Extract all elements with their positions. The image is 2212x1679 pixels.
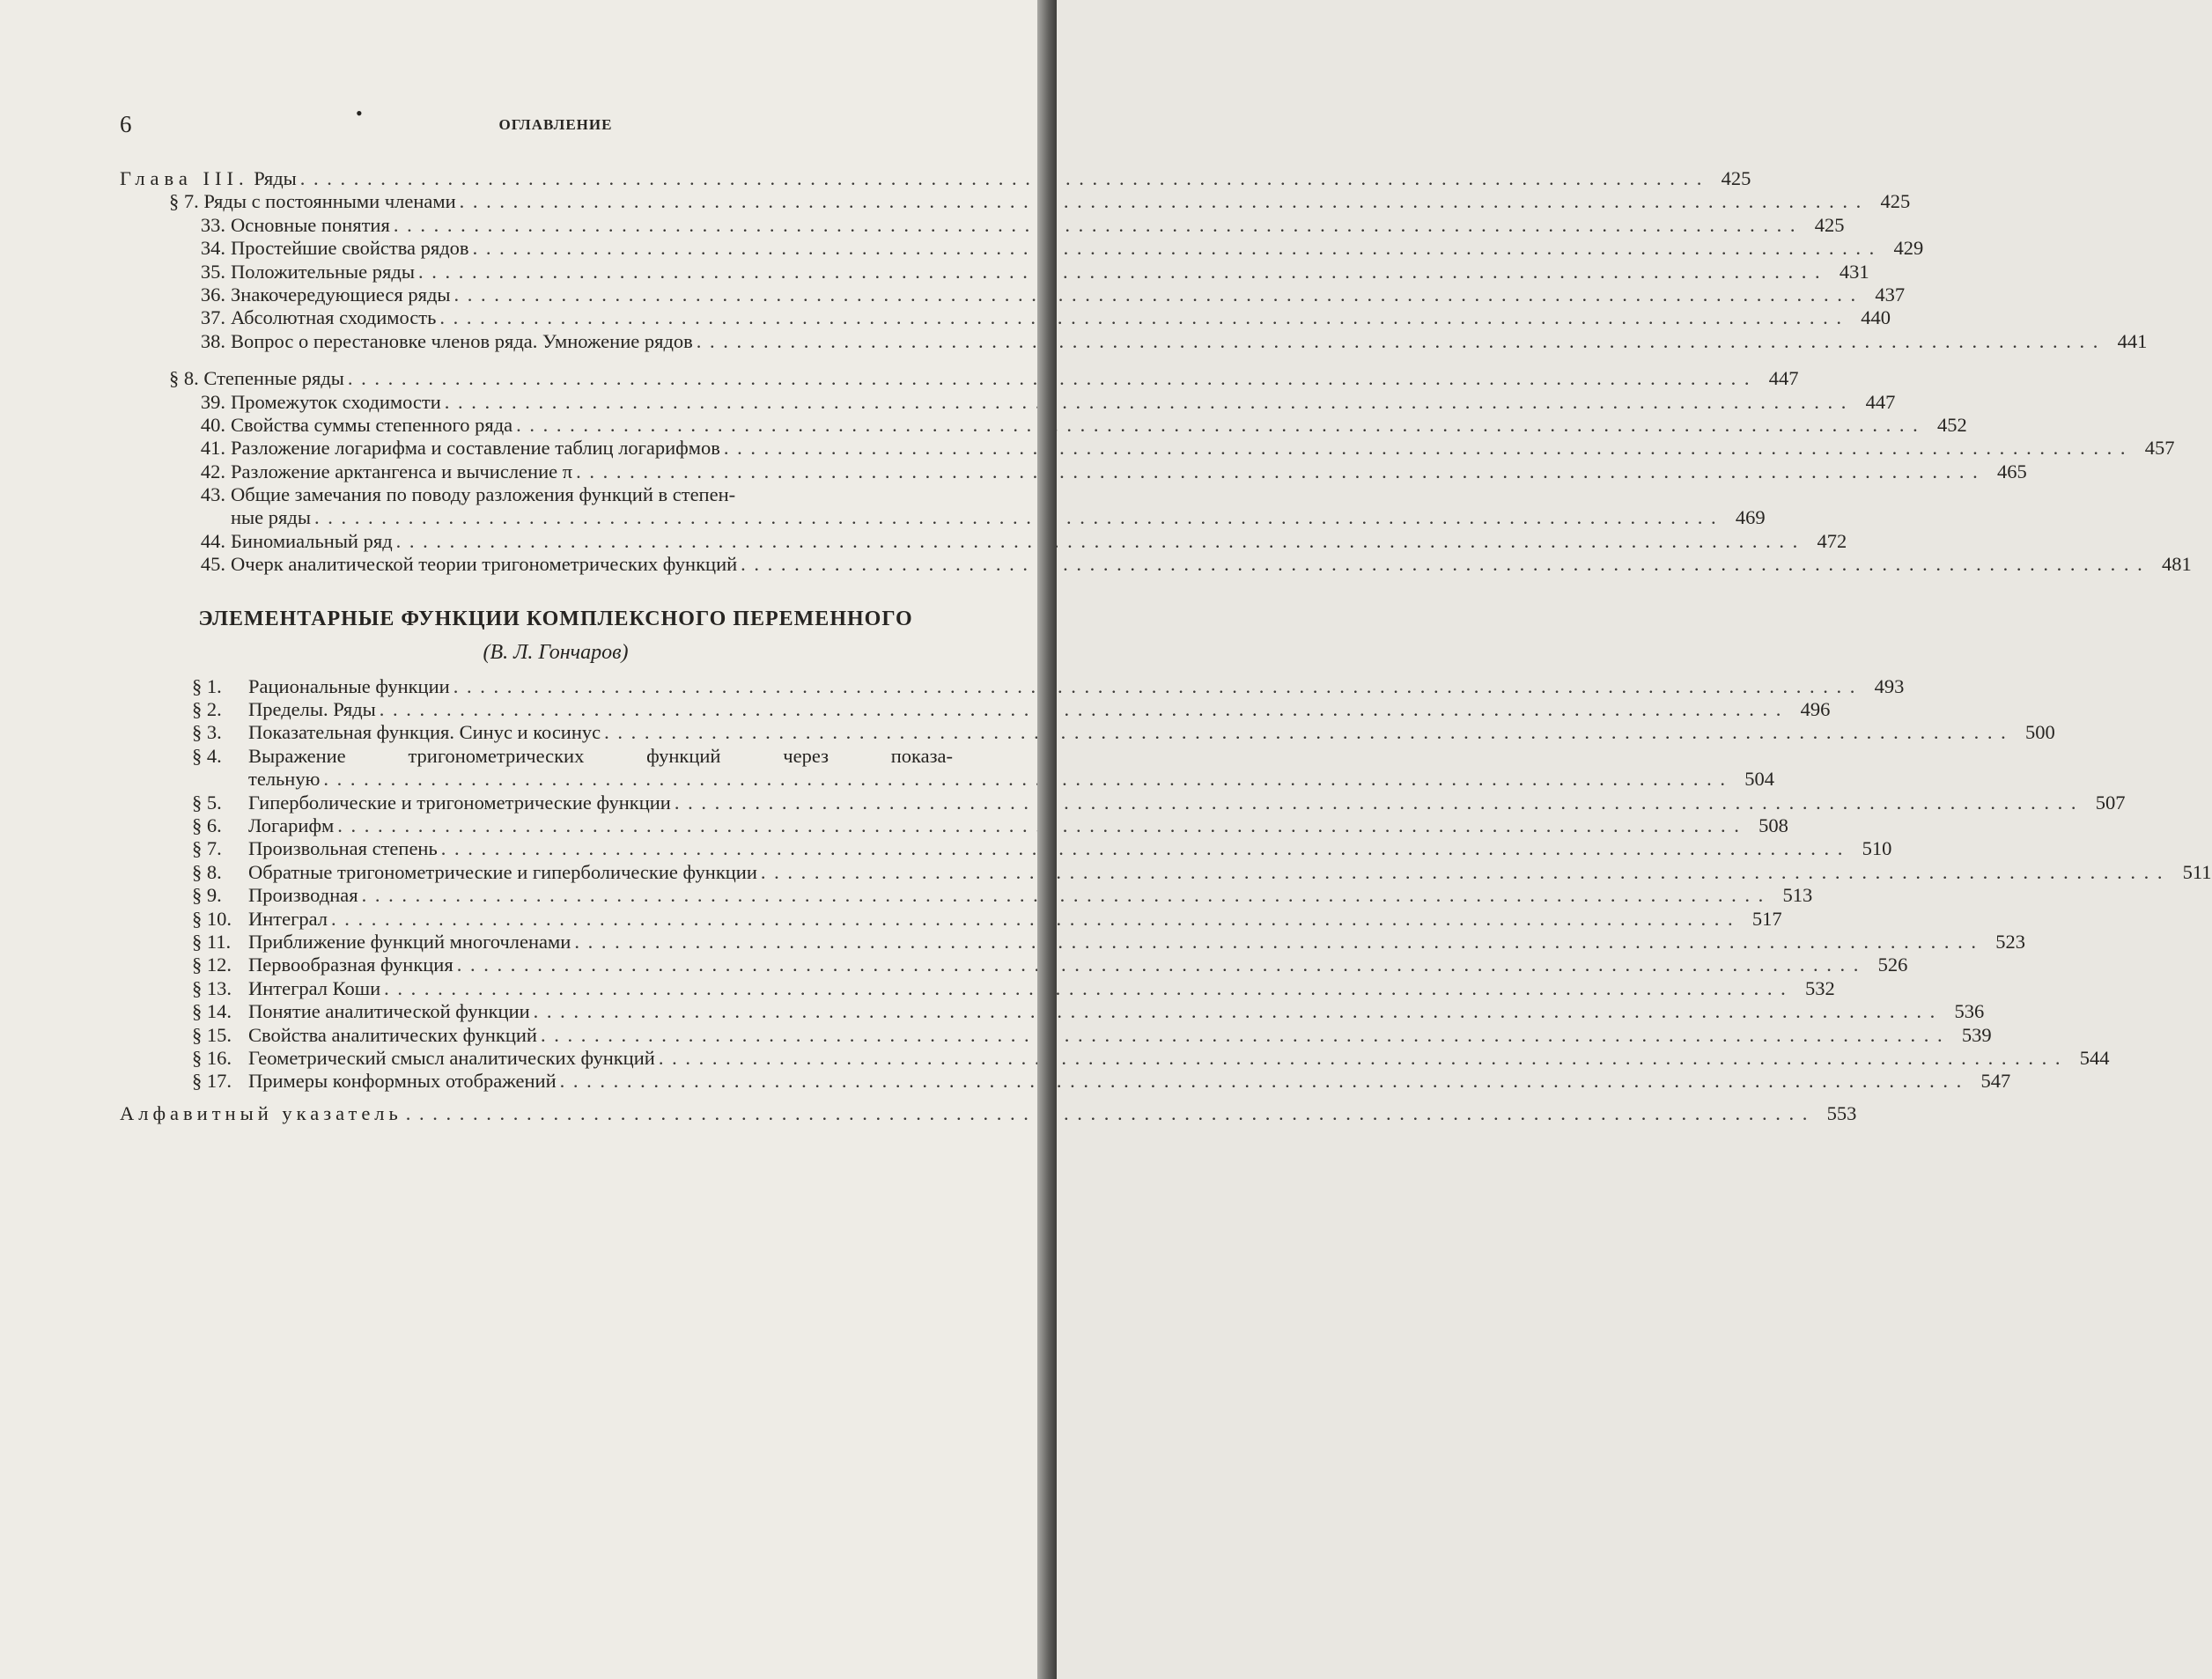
leader-dots — [741, 553, 2144, 576]
section-title: Ряды с постоянными членами — [203, 190, 456, 213]
title-word: Выражение — [248, 744, 346, 767]
item-number: 36. — [200, 283, 225, 306]
page-ref: 481 — [2162, 553, 2192, 576]
leader-dots — [675, 792, 2078, 814]
toc-item — [120, 260, 1869, 284]
item-number: 34. — [200, 237, 225, 260]
toc-item — [120, 306, 1891, 329]
item-number: 45. — [200, 553, 225, 576]
section-label: § 7. — [192, 837, 222, 860]
leader-dots — [396, 530, 1800, 553]
toc-item — [120, 390, 1896, 414]
item-title-line1: Общие замечания по поводу разложения функций в степен- — [231, 483, 736, 506]
item-title: Вопрос о перестановке членов ряда. Умножение рядов — [231, 329, 693, 352]
page-ref: 517 — [1751, 907, 1782, 930]
item-number: 33. — [200, 213, 225, 236]
page-ref: 425 — [1880, 190, 1911, 213]
page-ref: 441 — [2117, 329, 2148, 352]
toc-part-section — [120, 1000, 1985, 1023]
leader-dots — [454, 284, 1858, 306]
part-author: (В. Л. Гончаров) — [483, 640, 629, 664]
section-title: Свойства аналитических функций — [248, 1023, 537, 1046]
page-ref: 429 — [1893, 237, 1924, 260]
item-number: 38. — [200, 329, 225, 352]
page-header — [120, 102, 992, 139]
page-ref: 447 — [1865, 390, 1896, 413]
leader-dots — [362, 884, 1766, 907]
section-title: Логарифм — [248, 814, 335, 836]
title-word: через — [783, 744, 829, 767]
title-word: тригонометрических — [408, 744, 585, 767]
leader-dots — [604, 721, 2008, 744]
toc-part-section — [120, 674, 1905, 698]
item-number: 42. — [200, 460, 225, 482]
section-label: § 16. — [192, 1046, 232, 1069]
leader-dots — [406, 1102, 1810, 1125]
item-title: Простейшие свойства рядов — [231, 237, 469, 260]
leader-dots — [697, 330, 2100, 353]
section-label: § 7. — [169, 190, 199, 213]
toc-item — [120, 213, 1845, 237]
section-title: Примеры конформных отображений — [248, 1070, 557, 1093]
page-ref: 440 — [1861, 306, 1891, 329]
leader-dots — [384, 977, 1788, 1000]
section-title: Степенные ряды — [203, 367, 344, 390]
section-label: § 14. — [192, 1000, 232, 1023]
section-title: Первообразная функция — [248, 954, 453, 976]
section-label: § 8. — [192, 860, 222, 883]
section-title: Интеграл — [248, 907, 328, 930]
item-title-line2: ные ряды — [231, 506, 311, 529]
page-ref: 504 — [1744, 768, 1775, 791]
leader-dots — [541, 1024, 1944, 1047]
toc-part-section — [120, 721, 2055, 744]
item-title: Очерк аналитической теории тригонометрических функций — [231, 553, 738, 576]
item-title: Основные понятия — [231, 213, 390, 236]
leader-dots — [445, 391, 1848, 414]
toc-item — [120, 283, 1906, 306]
leader-dots — [473, 237, 1877, 260]
page-ref: 469 — [1735, 506, 1766, 529]
header-dot: • — [356, 102, 363, 124]
section-label: § 2. — [192, 698, 222, 721]
page-number: 6 — [120, 111, 132, 137]
item-number: 37. — [200, 306, 225, 329]
toc-section-8 — [120, 367, 1799, 390]
section-label: § 6. — [192, 814, 222, 836]
leader-dots — [560, 1070, 1964, 1093]
section-title: Гиперболические и тригонометрические функции — [248, 791, 671, 814]
item-title: Разложение арктангенса и вычисление π — [231, 460, 573, 482]
item-number: 41. — [200, 437, 225, 460]
section-title: Геометрический смысл аналитических функций — [248, 1046, 655, 1069]
toc-part-section — [120, 1070, 2011, 1093]
section-title: Обратные тригонометрические и гиперболические функции — [248, 860, 757, 883]
section-label: § 13. — [192, 976, 232, 999]
page-ref: 507 — [2095, 791, 2126, 814]
section-title: Рациональные функции — [248, 674, 450, 697]
page-ref: 536 — [1954, 1000, 1985, 1023]
chapter-title: Ряды — [254, 167, 297, 189]
leader-dots — [453, 675, 1857, 698]
page-ref: 513 — [1782, 884, 1813, 907]
title-word: показа- — [890, 744, 953, 767]
page-ref: 544 — [2079, 1046, 2110, 1069]
page-ref: 472 — [1817, 529, 1847, 552]
section-label: § 10. — [192, 907, 232, 930]
section-title: Произвольная степень — [248, 837, 438, 860]
toc-part-section — [120, 791, 2126, 814]
section-title: Пределы. Ряды — [248, 698, 376, 721]
page-ref: 457 — [2144, 437, 2175, 460]
page-ref: 500 — [2025, 721, 2055, 744]
item-number: 39. — [200, 390, 225, 413]
section-title: Показательная функция. Синус и косинус — [248, 721, 601, 744]
page-ref: 511 — [2182, 860, 2212, 883]
item-title: Свойства суммы степенного ряда — [231, 413, 513, 436]
leader-dots — [323, 768, 1727, 791]
toc-part-section — [120, 907, 1782, 931]
toc-part-section-continuation — [120, 768, 1775, 791]
leader-dots — [724, 437, 2127, 460]
page-ref: 425 — [1721, 167, 1751, 189]
page-ref: 510 — [1862, 837, 1892, 860]
page-ref: 447 — [1768, 367, 1799, 390]
page-ref: 523 — [1995, 930, 2025, 953]
page-ref: 508 — [1759, 814, 1788, 836]
leader-dots — [516, 414, 1920, 437]
section-title: Интеграл Коши — [248, 976, 381, 999]
leader-dots — [439, 306, 1843, 329]
leader-dots — [761, 861, 2164, 884]
section-label: § 12. — [192, 954, 232, 976]
section-label: § 4. — [192, 744, 222, 767]
section-label: § 15. — [192, 1023, 232, 1046]
page-ref: 496 — [1800, 698, 1831, 721]
toc-section-7 — [120, 190, 1911, 213]
section-title: Понятие аналитической функции — [248, 1000, 530, 1023]
section-label: § 5. — [192, 791, 222, 814]
section-title-line2: тельную — [248, 768, 321, 791]
toc-item — [120, 437, 2175, 460]
toc-item-wrapped — [120, 483, 992, 506]
leader-dots — [457, 954, 1861, 976]
leader-dots — [460, 190, 1863, 213]
toc-item — [120, 553, 2192, 576]
toc-part-section — [120, 1023, 1992, 1047]
running-title: ОГЛАВЛЕНИЕ — [498, 116, 613, 133]
item-title: Биномиальный ряд — [231, 529, 393, 552]
section-label: § 11. — [192, 930, 232, 953]
page-ref: 526 — [1877, 954, 1908, 976]
index-title: Алфавитный указатель — [120, 1101, 402, 1124]
toc-part-section — [120, 954, 1908, 976]
leader-dots — [300, 167, 1704, 190]
leader-dots — [659, 1047, 2062, 1070]
toc-item — [120, 237, 1924, 260]
item-title: Промежуток сходимости — [231, 390, 441, 413]
section-label: § 1. — [192, 674, 222, 697]
item-title: Абсолютная сходимость — [231, 306, 437, 329]
section-label: § 9. — [192, 884, 222, 907]
title-word: функций — [646, 744, 721, 767]
item-number: 44. — [200, 529, 225, 552]
page-ref: 452 — [1937, 413, 1967, 436]
toc-part-section-wrapped — [120, 745, 992, 768]
table-of-contents — [120, 167, 2212, 1125]
leader-dots — [380, 698, 1783, 721]
page-edge-shadow — [1037, 0, 1057, 1679]
item-title: Знакочередующиеся ряды — [231, 283, 451, 306]
section-label: § 8. — [169, 367, 199, 390]
toc-part-section — [120, 1046, 2110, 1070]
toc-part-section — [120, 698, 1831, 721]
section-label: § 17. — [192, 1070, 232, 1093]
toc-item — [120, 329, 2148, 353]
section-title: Приближение функций многочленами — [248, 930, 571, 953]
leader-dots — [574, 931, 1978, 954]
page-ref: 547 — [1980, 1070, 2011, 1093]
toc-index — [120, 1101, 1857, 1125]
leader-dots — [331, 908, 1735, 931]
section-title-line1 — [248, 745, 953, 768]
page-ref: 532 — [1805, 976, 1835, 999]
part-title: ЭЛЕМЕНТАРНЫЕ ФУНКЦИИ КОМПЛЕКСНОГО ПЕРЕМЕННОГО — [198, 607, 913, 630]
chapter-label: Глава III. — [120, 167, 249, 189]
toc-part-section — [120, 884, 1813, 907]
page-ref: 425 — [1814, 213, 1845, 236]
section-label: § 3. — [192, 721, 222, 744]
page-ref: 465 — [1996, 460, 2027, 482]
item-number: 43. — [200, 483, 225, 506]
leader-dots — [534, 1000, 1937, 1023]
leader-dots — [576, 460, 1980, 483]
toc-item — [120, 460, 2027, 483]
item-title: Положительные ряды — [231, 260, 415, 283]
leader-dots — [418, 261, 1822, 284]
page-ref: 553 — [1826, 1101, 1857, 1124]
leader-dots — [441, 837, 1845, 860]
page-ref: 437 — [1875, 283, 1906, 306]
toc-part-section — [120, 860, 2212, 884]
item-number: 35. — [200, 260, 225, 283]
item-number: 40. — [200, 413, 225, 436]
section-title: Производная — [248, 884, 358, 907]
toc-chapter-3 — [120, 167, 1751, 190]
page-ref: 539 — [1961, 1023, 1992, 1046]
toc-item-continuation — [120, 506, 1766, 529]
toc-item — [120, 413, 1967, 437]
item-title: Разложение логарифма и составление таблиц логарифмов — [231, 437, 720, 460]
toc-part-section — [120, 814, 1788, 837]
toc-item — [120, 529, 1847, 553]
toc-part-section — [120, 976, 1835, 1000]
leader-dots — [394, 214, 1797, 237]
page-ref: 431 — [1839, 260, 1869, 283]
leader-dots — [314, 506, 1718, 529]
toc-part-section — [120, 930, 2025, 954]
toc-part-section — [120, 837, 1892, 860]
page-ref: 493 — [1874, 674, 1905, 697]
